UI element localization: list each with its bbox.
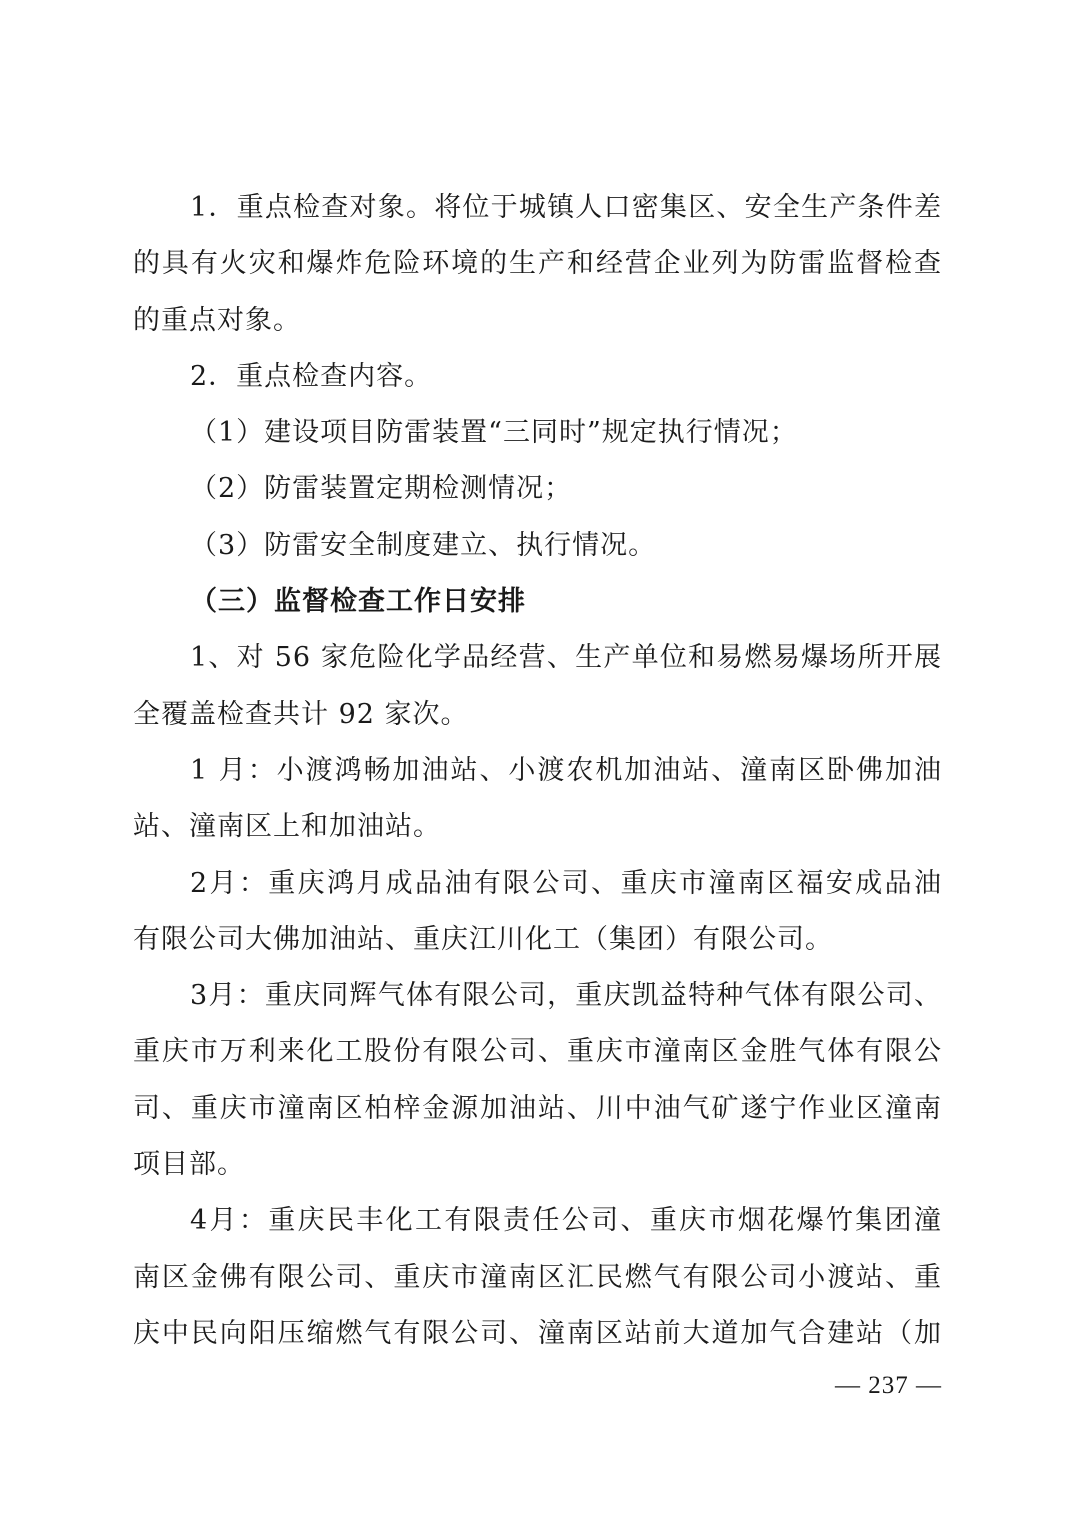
text-line: 1、对 56 家危险化学品经营、生产单位和易燃易爆场所开展	[190, 642, 942, 674]
paragraph-inspection-targets	[133, 180, 942, 349]
text-line: （2）防雷装置定期检测情况；	[190, 473, 573, 505]
paragraph-february	[133, 856, 942, 969]
page-number: — 237 —	[835, 1372, 942, 1399]
document-body	[133, 180, 942, 1362]
text-line: 南区金佛有限公司、重庆市潼南区汇民燃气有限公司小渡站、重	[133, 1261, 942, 1293]
paragraph-april	[133, 1193, 942, 1362]
text-line: （1）建设项目防雷装置“三同时”规定执行情况；	[190, 417, 798, 449]
text-line: 3月：重庆同辉气体有限公司，重庆凯益特种气体有限公司、	[190, 980, 942, 1012]
text-line: 2．重点检查内容。	[190, 360, 433, 392]
paragraph-coverage	[133, 630, 942, 743]
text-line: 司、重庆市潼南区柏梓金源加油站、川中油气矿遂宁作业区潼南	[133, 1092, 942, 1124]
list-item	[133, 518, 942, 574]
paragraph-january	[133, 743, 942, 856]
section-heading	[133, 574, 942, 630]
text-line: 4月：重庆民丰化工有限责任公司、重庆市烟花爆竹集团潼	[190, 1205, 942, 1237]
text-line: 全覆盖检查共计 92 家次。	[133, 698, 469, 730]
text-line: （3）防雷安全制度建立、执行情况。	[190, 529, 657, 561]
text-line: 的重点对象。	[133, 304, 301, 336]
heading-line: （三）监督检查工作日安排	[190, 586, 526, 618]
text-line: 项目部。	[133, 1149, 245, 1181]
text-line: 庆中民向阳压缩燃气有限公司、潼南区站前大道加气合建站（加	[133, 1317, 942, 1349]
paragraph-inspection-content	[133, 349, 942, 405]
text-line: 有限公司大佛加油站、重庆江川化工（集团）有限公司。	[133, 923, 833, 955]
text-line: 站、潼南区上和加油站。	[133, 811, 441, 843]
list-item	[133, 461, 942, 517]
text-line: 重庆市万利来化工股份有限公司、重庆市潼南区金胜气体有限公	[133, 1036, 942, 1068]
text-line: 2月：重庆鸿月成品油有限公司、重庆市潼南区福安成品油	[190, 867, 942, 899]
text-line: 1 月：小渡鸿畅加油站、小渡农机加油站、潼南区卧佛加油	[190, 754, 942, 786]
list-item	[133, 405, 942, 461]
text-line: 1．重点检查对象。将位于城镇人口密集区、安全生产条件差	[190, 192, 942, 223]
text-line: 的具有火灾和爆炸危险环境的生产和经营企业列为防雷监督检查	[133, 248, 942, 280]
paragraph-march	[133, 968, 942, 1193]
